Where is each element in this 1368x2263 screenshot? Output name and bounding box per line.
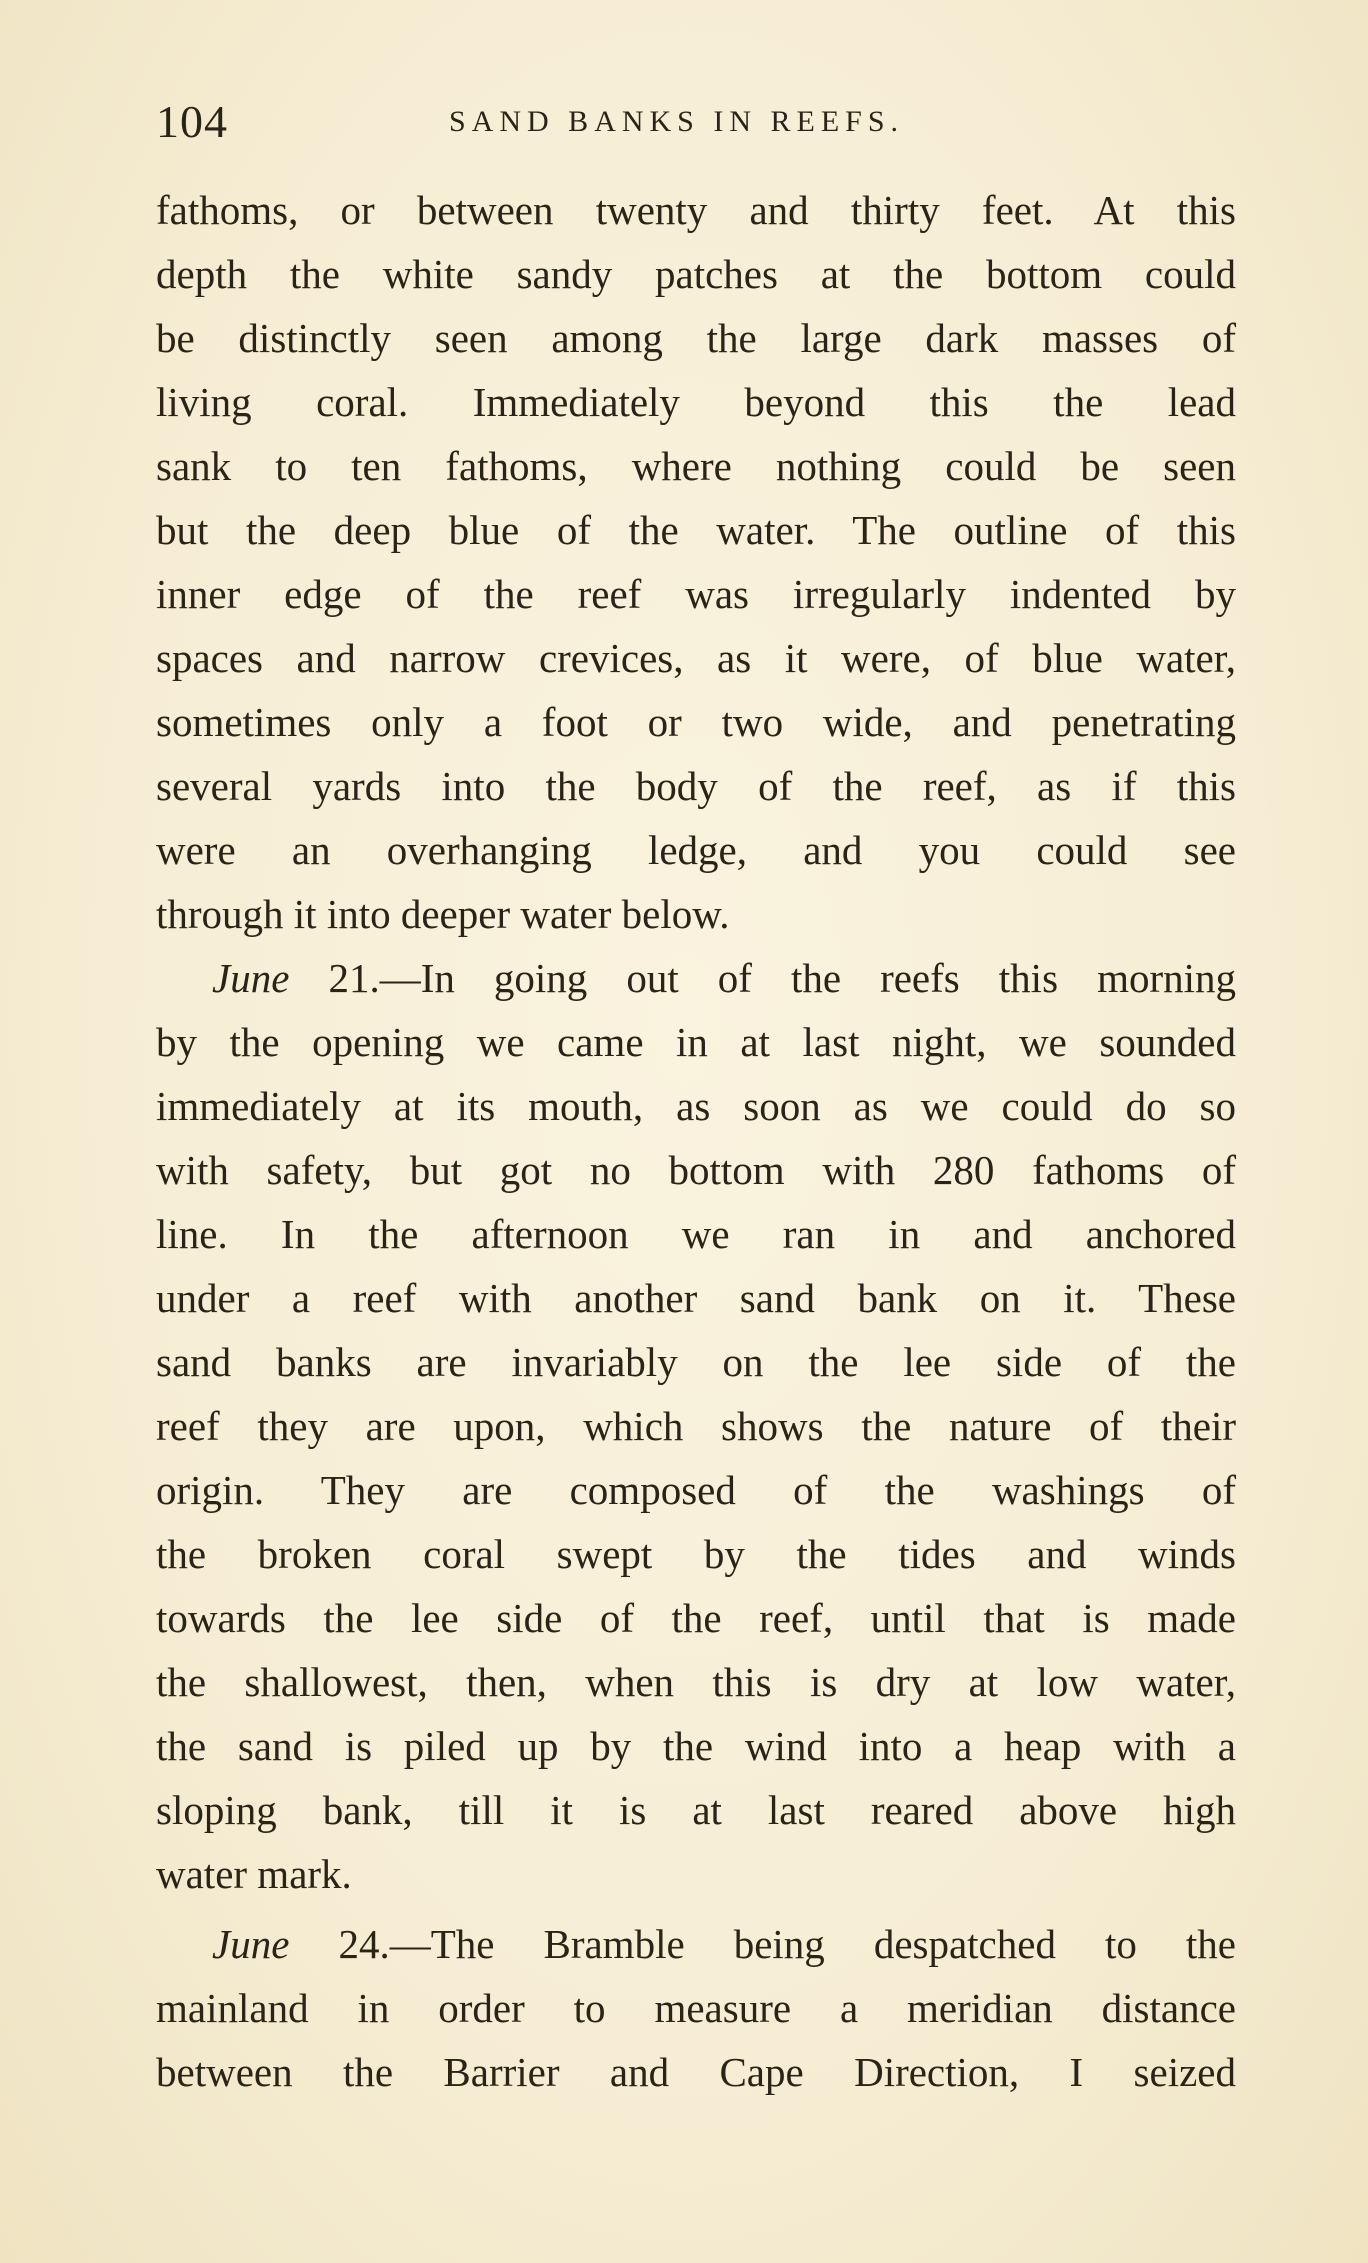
text-line: the broken coral swept by the tides and winds [156,1531,1236,1577]
text-line: origin. They are composed of the washings of [156,1467,1236,1513]
text-line: by the opening we came in at last night, we sounded [156,1019,1236,1065]
paragraph-1 [156,178,1236,946]
text-line: but the deep blue of the water. The outline of this [156,507,1236,553]
text-run: 21.—In going out of the reefs this morning [328,955,1236,1001]
entry-date: June [212,955,290,1001]
text-line: were an overhanging ledge, and you could see [156,827,1236,873]
text-line: sank to ten fathoms, where nothing could be seen [156,443,1236,489]
text-line: immediately at its mouth, as soon as we could do so [156,1083,1236,1129]
text-line: water mark. [156,1851,352,1897]
text-line: inner edge of the reef was irregularly indented by [156,571,1236,617]
text-line: sloping bank, till it is at last reared above high [156,1787,1236,1833]
text-line: through it into deeper water below. [156,891,730,937]
body-text [156,178,1236,2104]
text-line: be distinctly seen among the large dark masses of [156,315,1236,361]
text-line: living coral. Immediately beyond this the lead [156,379,1236,425]
text-line: spaces and narrow crevices, as it were, of blue water, [156,635,1236,681]
text-run: 24.—The Bramble being despatched to the [338,1921,1236,1967]
text-line: reef they are upon, which shows the nature of their [156,1403,1236,1449]
text-line: the shallowest, then, when this is dry at low water, [156,1659,1236,1705]
paragraph-2 [156,946,1236,1906]
text-line: with safety, but got no bottom with 280 fathoms of [156,1147,1236,1193]
text-line: depth the white sandy patches at the bottom could [156,251,1236,297]
text-line: fathoms, or between twenty and thirty feet. At this [156,187,1236,233]
paragraph-first-line [156,946,1236,1010]
text-line: mainland in order to measure a meridian distance [156,1985,1236,2031]
text-line: sometimes only a foot or two wide, and penetrating [156,699,1236,745]
paragraph-3 [156,1912,1236,2104]
running-head: SAND BANKS IN REEFS. [449,105,905,138]
text-line: line. In the afternoon we ran in and anchored [156,1211,1236,1257]
page-number: 104 [156,96,228,147]
text-line: between the Barrier and Cape Direction, I seized [156,2049,1236,2095]
paragraph-first-line [156,1912,1236,1976]
page-header [156,92,1236,152]
text-line: sand banks are invariably on the lee side of the [156,1339,1236,1385]
text-line: several yards into the body of the reef, as if this [156,763,1236,809]
text-line: under a reef with another sand bank on it. These [156,1275,1236,1321]
text-line: towards the lee side of the reef, until that is made [156,1595,1236,1641]
entry-date: June [212,1921,290,1967]
text-line: the sand is piled up by the wind into a heap with a [156,1723,1236,1769]
